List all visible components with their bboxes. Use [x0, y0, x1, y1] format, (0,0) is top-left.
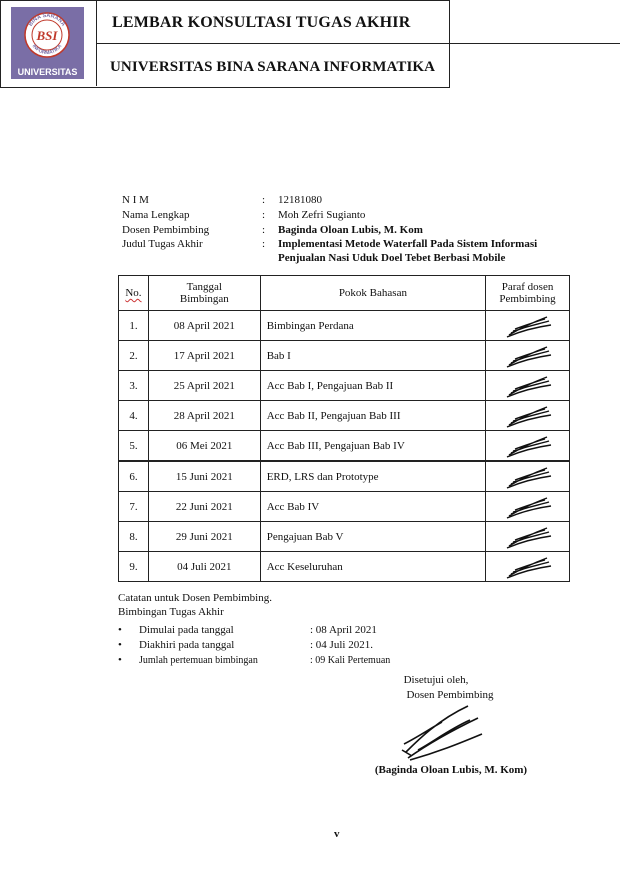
initials-signature-icon: [501, 313, 555, 339]
start-date-value: : 08 April 2021: [310, 624, 377, 636]
row-signature: [486, 552, 570, 582]
initials-signature-icon: [501, 494, 555, 520]
thesis-title-label: Judul Tugas Akhir: [122, 238, 203, 250]
row-date: 04 Juli 2021: [148, 552, 260, 582]
logo-mark: BSI: [36, 28, 58, 43]
table-row: [119, 401, 570, 431]
row-topic: Bimbingan Perdana: [260, 311, 485, 341]
end-date-value: : 04 Juli 2021.: [310, 639, 373, 651]
row-signature: [486, 341, 570, 371]
bullet: •: [118, 624, 122, 636]
colon: :: [262, 224, 266, 236]
logo-bottom-text: INFORMATIKA: [30, 43, 64, 57]
row-date: 17 April 2021: [148, 341, 260, 371]
meeting-count-label: Jumlah pertemuan bimbingan: [139, 655, 258, 666]
row-date: 06 Mei 2021: [148, 431, 260, 462]
initials-signature-icon: [501, 403, 555, 429]
notes-line-2: Bimbingan Tugas Akhir: [118, 606, 224, 618]
row-topic: ERD, LRS dan Prototype: [260, 461, 485, 492]
document-title: LEMBAR KONSULTASI TUGAS AKHIR: [112, 14, 411, 31]
row-signature: [486, 401, 570, 431]
row-date: 25 April 2021: [148, 371, 260, 401]
approved-by: Disetujui oleh,: [403, 674, 469, 686]
row-date: 29 Juni 2021: [148, 522, 260, 552]
row-topic: Acc Bab I, Pengajuan Bab II: [260, 371, 485, 401]
table-row: [119, 461, 570, 492]
bullet: •: [118, 654, 122, 666]
notes-line-1: Catatan untuk Dosen Pembimbing.: [118, 592, 272, 604]
advisor-value: Baginda Oloan Lubis, M. Kom: [278, 224, 423, 236]
colon: :: [262, 209, 266, 221]
colon: :: [262, 194, 266, 206]
table-row: [119, 522, 570, 552]
row-number: 8.: [119, 522, 149, 552]
nim-label: N I M: [122, 194, 149, 206]
table-row: [119, 371, 570, 401]
consultation-table: [118, 275, 570, 582]
table-row: [119, 552, 570, 582]
row-number: 6.: [119, 461, 149, 492]
row-number: 7.: [119, 492, 149, 522]
header-topic: Pokok Bahasan: [260, 276, 485, 311]
nim-value: 12181080: [278, 194, 322, 206]
row-topic: Acc Keseluruhan: [260, 552, 485, 582]
row-topic: Acc Bab III, Pengajuan Bab IV: [260, 431, 485, 462]
thesis-title-line-2: Penjualan Nasi Uduk Doel Tebet Berbasi Mobile: [278, 252, 506, 264]
initials-signature-icon: [501, 554, 555, 580]
header-date: Tanggal Bimbingan: [148, 276, 260, 311]
table-row: [119, 311, 570, 341]
row-topic: Bab I: [260, 341, 485, 371]
row-date: 28 April 2021: [148, 401, 260, 431]
advisor-role: Dosen Pembimbing: [406, 689, 494, 701]
row-date: 08 April 2021: [148, 311, 260, 341]
row-number: 5.: [119, 431, 149, 462]
row-number: 3.: [119, 371, 149, 401]
row-topic: Pengajuan Bab V: [260, 522, 485, 552]
row-number: 9.: [119, 552, 149, 582]
table-row: [119, 341, 570, 371]
row-signature: [486, 522, 570, 552]
row-signature: [486, 461, 570, 492]
advisor-signature-icon: [398, 700, 488, 762]
row-signature: [486, 311, 570, 341]
meeting-count-value: : 09 Kali Pertemuan: [310, 655, 391, 666]
row-signature: [486, 371, 570, 401]
page-number: v: [334, 828, 340, 840]
row-date: 15 Juni 2021: [148, 461, 260, 492]
table-row: [119, 431, 570, 462]
bullet: •: [118, 639, 122, 651]
university-name: UNIVERSITAS BINA SARANA INFORMATIKA: [110, 59, 436, 75]
advisor-name: (Baginda Oloan Lubis, M. Kom): [374, 764, 528, 776]
colon: :: [262, 238, 266, 250]
thesis-title-line-1: Implementasi Metode Waterfall Pada Sistem Informasi: [278, 238, 538, 250]
name-value: Moh Zefri Sugianto: [278, 209, 366, 221]
row-signature: [486, 492, 570, 522]
initials-signature-icon: [501, 373, 555, 399]
university-logo: [11, 7, 84, 79]
logo-top-text: BINA SARANA: [27, 12, 67, 28]
header-divider: [96, 43, 620, 44]
name-label: Nama Lengkap: [122, 209, 190, 221]
row-number: 2.: [119, 341, 149, 371]
table-row: [119, 492, 570, 522]
row-topic: Acc Bab II, Pengajuan Bab III: [260, 401, 485, 431]
header-signature: Paraf dosen Pembimbing: [486, 276, 570, 311]
initials-signature-icon: [501, 464, 555, 490]
table-header-row: [119, 276, 570, 311]
logo-cell: [0, 0, 97, 86]
row-signature: [486, 431, 570, 462]
row-number: 1.: [119, 311, 149, 341]
logo-caption: UNIVERSITAS: [17, 67, 78, 77]
row-topic: Acc Bab IV: [260, 492, 485, 522]
header-no: No.: [119, 276, 149, 311]
bsi-seal-icon: [21, 11, 73, 59]
start-date-label: Dimulai pada tanggal: [139, 624, 234, 636]
initials-signature-icon: [501, 524, 555, 550]
row-number: 4.: [119, 401, 149, 431]
initials-signature-icon: [501, 343, 555, 369]
advisor-label: Dosen Pembimbing: [122, 224, 210, 236]
end-date-label: Diakhiri pada tanggal: [139, 639, 235, 651]
initials-signature-icon: [501, 433, 555, 459]
row-date: 22 Juni 2021: [148, 492, 260, 522]
header-box: [0, 0, 450, 88]
